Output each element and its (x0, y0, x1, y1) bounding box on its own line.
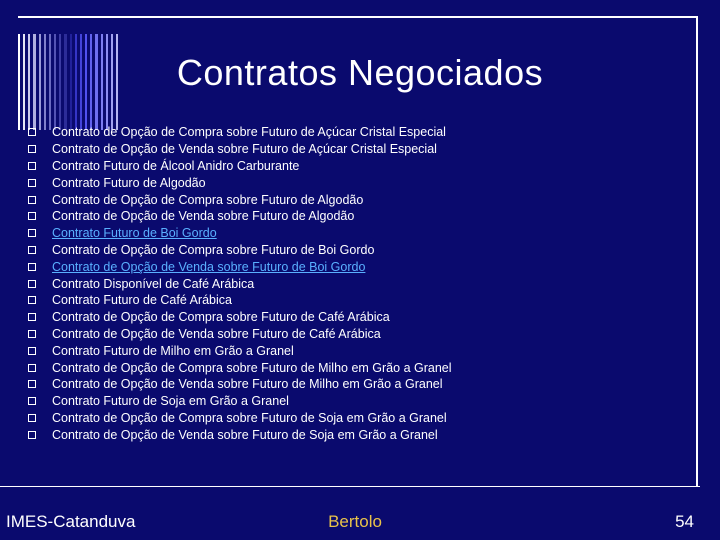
hollow-square-icon (28, 431, 36, 439)
list-item (28, 124, 452, 141)
list-item-label: Contrato Futuro de Café Arábica (52, 293, 232, 308)
hollow-square-icon (28, 162, 36, 170)
list-item (28, 309, 452, 326)
list-item (28, 359, 452, 376)
hollow-square-icon (28, 296, 36, 304)
contract-link[interactable]: Contrato Futuro de Boi Gordo (52, 226, 217, 241)
hollow-square-icon (28, 313, 36, 321)
list-item-label: Contrato de Opção de Compra sobre Futuro de Boi Gordo (52, 242, 375, 257)
hollow-square-icon (28, 280, 36, 288)
top-border-line (18, 16, 698, 18)
list-item-label: Contrato Futuro de Algodão (52, 175, 206, 190)
hollow-square-icon (28, 128, 36, 136)
list-item (28, 342, 452, 359)
hollow-square-icon (28, 414, 36, 422)
footer-author: Bertolo (328, 512, 382, 531)
list-item (28, 292, 452, 309)
list-item[interactable] (28, 225, 452, 242)
hollow-square-icon (28, 212, 36, 220)
hollow-square-icon (28, 145, 36, 153)
list-item-label: Contrato Futuro de Milho em Grão a Granel (52, 343, 294, 358)
list-item-label: Contrato Futuro de Soja em Grão a Granel (52, 394, 289, 409)
list-item (28, 410, 452, 427)
slide-title: Contratos Negociados (176, 52, 544, 93)
hollow-square-icon (28, 347, 36, 355)
list-item (28, 393, 452, 410)
list-item (28, 191, 452, 208)
list-item (28, 426, 452, 443)
list-item (28, 174, 452, 191)
list-item (28, 158, 452, 175)
contract-list (28, 124, 452, 443)
footer-divider (0, 486, 700, 487)
page-number: 54 (675, 512, 694, 531)
list-item-label: Contrato de Opção de Venda sobre Futuro de Açúcar Cristal Especial (52, 142, 437, 157)
list-item (28, 275, 452, 292)
hollow-square-icon (28, 364, 36, 372)
list-item-label: Contrato de Opção de Compra sobre Futuro de Soja em Grão a Granel (52, 410, 447, 425)
hollow-square-icon (28, 380, 36, 388)
hollow-square-icon (28, 263, 36, 271)
list-item (28, 376, 452, 393)
list-item-label: Contrato Disponível de Café Arábica (52, 276, 255, 291)
footer-institution: IMES-Catanduva (6, 512, 136, 531)
hollow-square-icon (28, 229, 36, 237)
list-item-label: Contrato de Opção de Venda sobre Futuro de Algodão (52, 209, 355, 224)
list-item-label: Contrato de Opção de Compra sobre Futuro de Açúcar Cristal Especial (52, 125, 446, 140)
hollow-square-icon (28, 330, 36, 338)
list-item (28, 326, 452, 343)
hollow-square-icon (28, 246, 36, 254)
list-item-label: Contrato de Opção de Compra sobre Futuro de Café Arábica (52, 310, 390, 325)
hollow-square-icon (28, 196, 36, 204)
hollow-square-icon (28, 179, 36, 187)
list-item-label: Contrato de Opção de Compra sobre Futuro de Milho em Grão a Granel (52, 360, 452, 375)
list-item[interactable] (28, 258, 452, 275)
list-item-label: Contrato de Opção de Venda sobre Futuro de Soja em Grão a Granel (52, 427, 438, 442)
list-item (28, 141, 452, 158)
hollow-square-icon (28, 397, 36, 405)
list-item (28, 242, 452, 259)
list-item-label: Contrato de Opção de Venda sobre Futuro de Café Arábica (52, 326, 381, 341)
list-item-label: Contrato de Opção de Venda sobre Futuro de Milho em Grão a Granel (52, 377, 443, 392)
list-item-label: Contrato de Opção de Compra sobre Futuro de Algodão (52, 192, 364, 207)
list-item (28, 208, 452, 225)
contract-link[interactable]: Contrato de Opção de Venda sobre Futuro de Boi Gordo (52, 259, 366, 274)
list-item-label: Contrato Futuro de Álcool Anidro Carburante (52, 158, 300, 173)
